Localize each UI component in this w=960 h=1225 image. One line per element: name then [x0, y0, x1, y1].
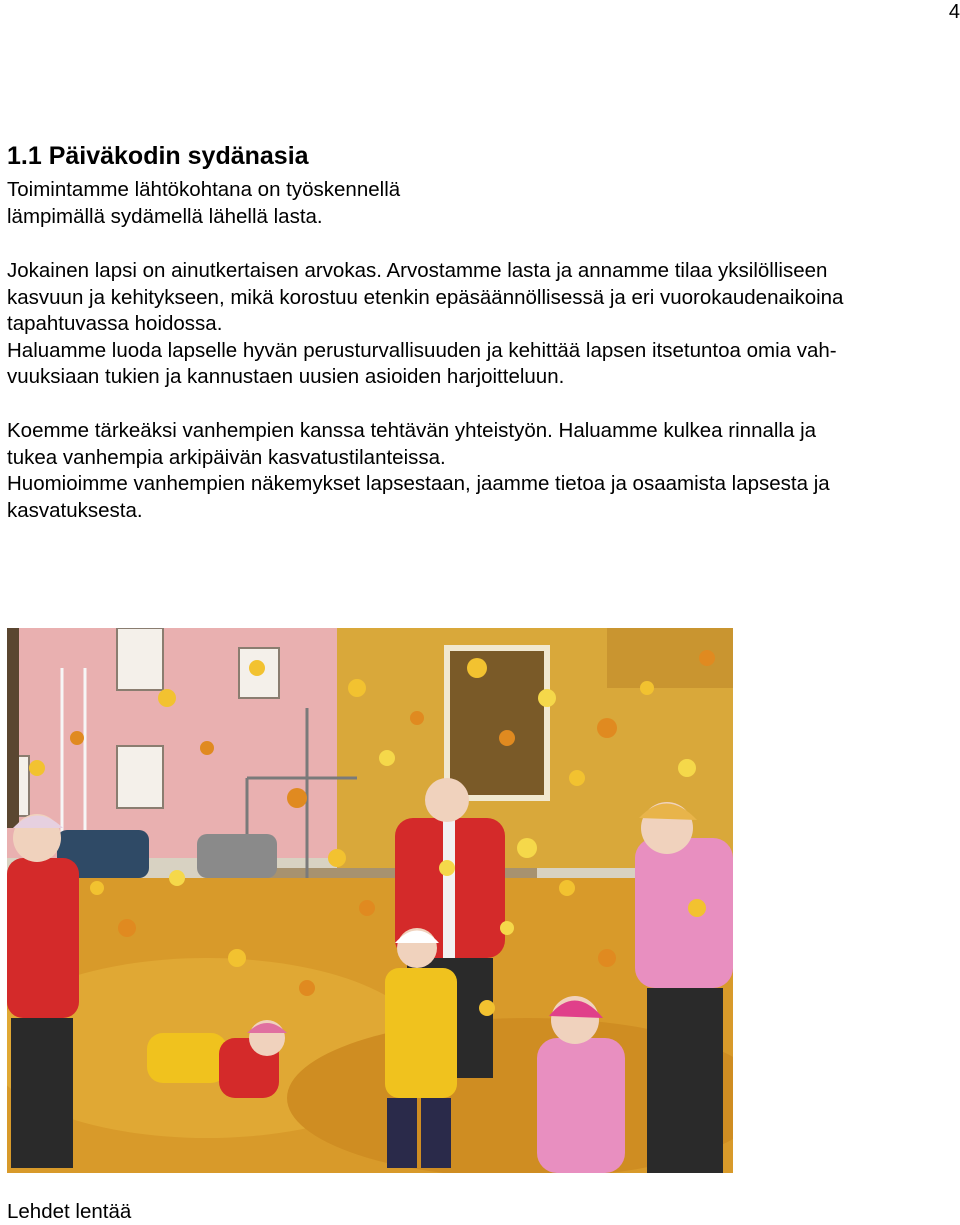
- paragraph-line: Koemme tärkeäksi vanhempien kanssa tehtävän yhteistyön. Haluamme kulkea rinnalla ja: [7, 419, 817, 442]
- boots: [387, 1098, 417, 1168]
- page-number: 4: [948, 1, 960, 23]
- window: [447, 648, 547, 798]
- paragraph-line: vuuksiaan tukien ja kannustaen uusien asioiden harjoitteluun.: [7, 365, 565, 388]
- cooperation-paragraph: [7, 418, 952, 524]
- paragraph-line: kasvatuksesta.: [7, 498, 143, 522]
- grey-car: [197, 834, 277, 878]
- intro-line: lämpimällä sydämellä lähellä lasta.: [7, 204, 323, 228]
- photo-caption: Lehdet lentää: [7, 1200, 132, 1223]
- photo-illustration: [7, 628, 733, 1173]
- paragraph-line: Huomioimme vanhempien näkemykset lapsestaan, jaamme tietoa ja osaamista lapsesta ja: [7, 472, 830, 495]
- values-paragraph: [7, 258, 952, 391]
- autumn-leaves-photo: [7, 628, 733, 1173]
- dark-pants: [11, 1018, 73, 1168]
- tree-trunk: [7, 628, 19, 828]
- pink-suit-child: [537, 1038, 625, 1173]
- section-heading: 1.1 Päiväkodin sydänasia: [7, 142, 309, 170]
- red-jacket-adult: [7, 858, 79, 1018]
- intro-line: Toimintamme lähtökohtana on työskennellä: [7, 178, 401, 201]
- paragraph-line: kasvuun ja kehitykseen, mikä korostuu etenkin epäsäännöllisessä ja eri vuorokaudenaikoina: [7, 285, 844, 309]
- window: [117, 628, 163, 690]
- paragraph-line: tapahtuvassa hoidossa.: [7, 312, 223, 335]
- pink-jacket-adult: [635, 838, 733, 988]
- window: [117, 746, 163, 808]
- zipper-stripe: [443, 818, 455, 958]
- paragraph-line: Haluamme luoda lapselle hyvän perusturvallisuuden ja kehittää lapsen itsetuntoa omia vah-: [7, 338, 837, 362]
- dark-pants: [647, 988, 723, 1173]
- boots: [421, 1098, 451, 1168]
- yellow-suit-child: [385, 968, 457, 1098]
- intro-paragraph: [7, 177, 952, 230]
- yellow-suit-child: [147, 1033, 227, 1083]
- paragraph-line: Jokainen lapsi on ainutkertaisen arvokas. Arvostamme lasta ja annamme tilaa yksilölliseen: [7, 259, 828, 282]
- paragraph-line: tukea vanhempia arkipäivän kasvatustilanteissa.: [7, 445, 446, 469]
- face: [425, 778, 469, 822]
